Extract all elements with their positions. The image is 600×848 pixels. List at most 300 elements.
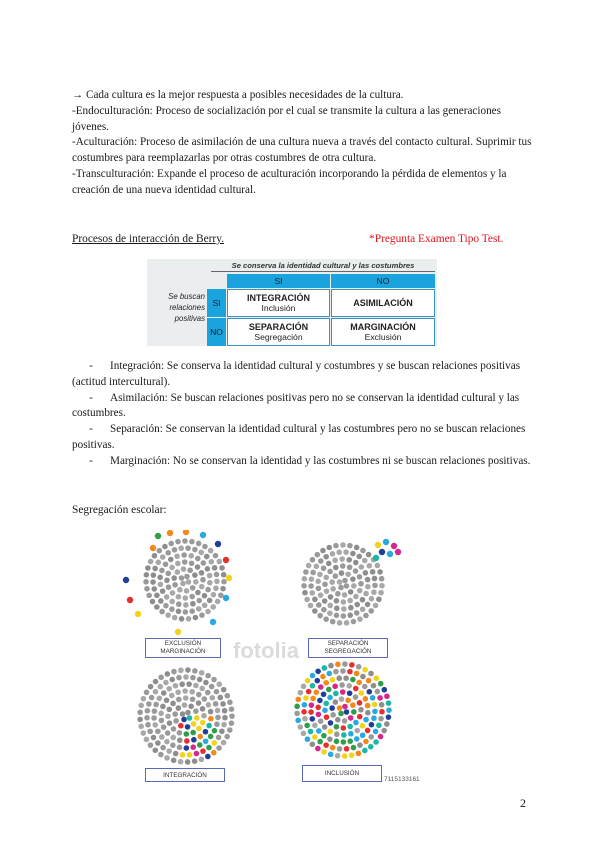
student-dot xyxy=(343,675,349,681)
student-dot xyxy=(322,665,328,671)
student-dot xyxy=(317,613,323,619)
cell-separacion xyxy=(227,318,330,346)
student-dot xyxy=(179,681,185,687)
student-dot xyxy=(151,572,157,578)
school-segregation-figure xyxy=(108,530,438,786)
student-dot xyxy=(320,674,326,680)
student-dot xyxy=(351,745,357,751)
bullet-separacion xyxy=(72,422,534,454)
student-dot xyxy=(183,674,189,680)
student-dot xyxy=(350,551,356,557)
student-dot xyxy=(354,736,360,742)
student-dot xyxy=(197,742,203,748)
student-dot xyxy=(348,731,354,737)
student-dot xyxy=(343,549,349,555)
student-dot xyxy=(184,745,190,751)
caption-separacion-1: SEPARACIÓN xyxy=(327,640,369,647)
student-dot xyxy=(157,684,163,690)
student-dot xyxy=(362,748,368,754)
student-dot xyxy=(196,606,202,612)
student-dot xyxy=(192,668,198,674)
student-dot xyxy=(175,539,181,545)
student-dot xyxy=(318,718,324,724)
stock-id: 7115133161 xyxy=(384,776,420,783)
student-dot xyxy=(138,724,144,730)
student-dot xyxy=(323,742,329,748)
student-dot xyxy=(333,699,339,705)
student-dot xyxy=(229,713,235,719)
col-header-no xyxy=(331,274,435,288)
student-dot xyxy=(208,716,214,722)
student-dot xyxy=(210,604,216,610)
student-dot xyxy=(363,613,369,619)
student-dot xyxy=(145,565,151,571)
student-dot xyxy=(172,582,178,588)
student-dot xyxy=(181,552,187,558)
student-dot xyxy=(176,601,182,607)
student-dot xyxy=(171,726,177,732)
col-header-si xyxy=(227,274,330,288)
student-dot xyxy=(194,715,200,721)
student-dot xyxy=(354,671,360,677)
student-dot xyxy=(322,707,328,713)
student-dot xyxy=(334,613,340,619)
student-dot xyxy=(295,697,301,703)
student-dot xyxy=(381,728,387,734)
student-dot xyxy=(214,689,220,695)
bullet-dash: - xyxy=(89,423,93,436)
student-dot xyxy=(360,723,366,729)
student-dot xyxy=(341,739,347,745)
student-dot xyxy=(337,705,343,711)
student-dot xyxy=(219,728,225,734)
student-dot xyxy=(169,599,175,605)
student-dot xyxy=(381,687,387,693)
student-dot xyxy=(333,573,339,579)
bullet-marginacion xyxy=(72,454,534,470)
student-dot xyxy=(199,612,205,618)
student-dot xyxy=(337,579,343,585)
separated-student-dot xyxy=(395,549,401,555)
student-dot xyxy=(171,758,177,764)
student-dot xyxy=(187,715,193,721)
student-dot xyxy=(157,574,163,580)
student-dot xyxy=(205,566,211,572)
student-dot xyxy=(202,696,208,702)
student-dot xyxy=(342,704,348,710)
student-dot xyxy=(208,709,214,715)
student-dot xyxy=(190,601,196,607)
student-dot xyxy=(229,720,235,726)
student-dot xyxy=(201,713,207,719)
student-dot xyxy=(217,559,223,565)
student-dot xyxy=(342,718,348,724)
student-dot xyxy=(294,704,300,710)
student-dot xyxy=(353,686,359,692)
student-dot xyxy=(342,592,348,598)
student-dot xyxy=(204,554,210,560)
student-dot xyxy=(207,580,213,586)
student-dot xyxy=(305,736,311,742)
marginacion-label: MARGINACIÓN xyxy=(350,322,416,332)
student-dot xyxy=(158,598,164,604)
student-dot xyxy=(373,729,379,735)
student-dot xyxy=(182,688,188,694)
student-dot xyxy=(339,556,345,562)
student-dot xyxy=(166,584,172,590)
excluded-student-dot xyxy=(200,532,206,538)
student-dot xyxy=(340,689,346,695)
student-dot xyxy=(302,576,308,582)
student-dot xyxy=(170,590,176,596)
marginacion-sub: Exclusión xyxy=(364,332,402,342)
student-dot xyxy=(309,716,315,722)
student-dot xyxy=(360,597,366,603)
student-dot xyxy=(334,605,340,611)
student-dot xyxy=(220,701,226,707)
student-dot xyxy=(169,606,175,612)
student-dot xyxy=(301,709,307,715)
student-dot xyxy=(146,593,152,599)
student-dot xyxy=(165,550,171,556)
student-dot xyxy=(348,715,354,721)
excluded-student-dot xyxy=(123,577,129,583)
caption-exclusion-2: MARGINACIÓN xyxy=(160,648,206,655)
student-dot xyxy=(328,720,334,726)
student-dot xyxy=(304,597,310,603)
student-dot xyxy=(215,708,221,714)
student-dot xyxy=(192,758,198,764)
student-dot xyxy=(348,605,354,611)
student-dot xyxy=(360,674,366,680)
student-dot xyxy=(338,711,344,717)
student-dot xyxy=(171,669,177,675)
student-dot xyxy=(327,610,333,616)
student-dot xyxy=(327,729,333,735)
student-dot xyxy=(172,547,178,553)
student-dot xyxy=(347,598,353,604)
student-dot xyxy=(321,733,327,739)
student-dot xyxy=(192,547,198,553)
student-dot xyxy=(202,544,208,550)
student-dot xyxy=(206,745,212,751)
student-dot xyxy=(318,558,324,564)
student-dot xyxy=(368,744,374,750)
student-dot xyxy=(360,732,366,738)
student-dot xyxy=(213,553,219,559)
student-dot xyxy=(145,708,151,714)
student-dot xyxy=(216,745,222,751)
student-dot xyxy=(190,675,196,681)
student-dot xyxy=(379,709,385,715)
student-dot xyxy=(363,696,369,702)
excluded-student-dot xyxy=(226,575,232,581)
caption-exclusion-1: EXCLUSIÓN xyxy=(164,640,202,647)
student-dot xyxy=(148,684,154,690)
student-dot xyxy=(176,697,182,703)
student-dot xyxy=(160,704,166,710)
student-dot xyxy=(191,737,197,743)
student-dot xyxy=(180,752,186,758)
student-dot xyxy=(309,741,315,747)
student-dot xyxy=(189,689,195,695)
bullet-asimilacion xyxy=(72,391,534,423)
aculturacion-definition: -Aculturación: Proceso de asimilación de una cultura nueva a través del contacto cultural. Suprimir tus costumbres para reemplazarlas por otras costumbres de otra cultura. xyxy=(72,136,532,165)
student-dot xyxy=(199,670,205,676)
student-dot xyxy=(342,578,348,584)
student-dot xyxy=(308,603,314,609)
student-dot xyxy=(370,569,376,575)
student-dot xyxy=(339,570,345,576)
student-dot xyxy=(170,735,176,741)
student-dot xyxy=(314,552,320,558)
student-dot xyxy=(211,740,217,746)
separacion-label: SEPARACIÓN xyxy=(248,322,309,332)
student-dot xyxy=(153,679,159,685)
student-dot xyxy=(170,701,176,707)
student-dot xyxy=(184,738,190,744)
student-dot xyxy=(166,748,172,754)
student-dot xyxy=(144,586,150,592)
student-dot xyxy=(349,662,355,668)
student-dot xyxy=(303,569,309,575)
student-dot xyxy=(211,677,217,683)
endoculturacion-definition: -Endoculturación: Proceso de socialización por el cual se transmite la cultura a las generaciones jóvenes. xyxy=(72,104,501,133)
student-dot xyxy=(369,596,375,602)
separated-student-dot xyxy=(375,542,381,548)
student-dot xyxy=(344,583,350,589)
student-dot xyxy=(205,609,211,615)
student-dot xyxy=(159,609,165,615)
student-dot xyxy=(356,680,362,686)
student-dot xyxy=(208,548,214,554)
student-dot xyxy=(211,750,217,756)
student-dot xyxy=(326,545,332,551)
student-dot xyxy=(369,722,375,728)
student-dot xyxy=(363,591,369,597)
student-dot xyxy=(168,541,174,547)
berry-bullet-list xyxy=(72,359,534,470)
student-dot xyxy=(351,709,357,715)
student-dot xyxy=(221,740,227,746)
student-dot xyxy=(144,715,150,721)
student-dot xyxy=(224,693,230,699)
student-dot xyxy=(227,699,233,705)
student-dot xyxy=(357,574,363,580)
student-dot xyxy=(317,739,323,745)
student-dot xyxy=(175,561,181,567)
student-dot xyxy=(175,689,181,695)
student-dot xyxy=(174,553,180,559)
student-dot xyxy=(342,661,348,667)
student-dot xyxy=(345,697,351,703)
row-si-text: SI xyxy=(212,298,221,308)
student-dot xyxy=(341,732,347,738)
student-dot xyxy=(338,585,344,591)
student-dot xyxy=(211,592,217,598)
student-dot xyxy=(222,708,228,714)
student-dot xyxy=(365,584,371,590)
student-dot xyxy=(169,693,175,699)
student-dot xyxy=(372,576,378,582)
student-dot xyxy=(295,718,301,724)
student-dot xyxy=(323,554,329,560)
student-dot xyxy=(316,728,322,734)
student-dot xyxy=(302,716,308,722)
student-dot xyxy=(173,683,179,689)
row-header-no xyxy=(207,318,226,346)
student-dot xyxy=(202,602,208,608)
student-dot xyxy=(199,686,205,692)
student-dot xyxy=(193,615,199,621)
separated-student-dot xyxy=(379,549,385,555)
student-dot xyxy=(346,557,352,563)
student-dot xyxy=(200,577,206,583)
student-dot xyxy=(332,557,338,563)
student-dot xyxy=(162,544,168,550)
student-dot xyxy=(309,576,315,582)
student-dot xyxy=(169,677,175,683)
transculturacion-definition: -Transculturación: Expande el proceso de aculturación incorporando la pérdida de elementos y la creación de una nueva identidad cultural. xyxy=(72,167,507,196)
student-dot xyxy=(156,548,162,554)
student-dot xyxy=(322,598,328,604)
student-dot xyxy=(373,739,379,745)
student-dot xyxy=(372,709,378,715)
student-dot xyxy=(309,702,315,708)
student-dot xyxy=(370,695,376,701)
student-dot xyxy=(172,711,178,717)
student-dot xyxy=(150,599,156,605)
student-dot xyxy=(151,735,157,741)
student-dot xyxy=(153,689,159,695)
student-dot xyxy=(205,673,211,679)
student-dot xyxy=(344,620,350,626)
student-dot xyxy=(337,746,343,752)
student-dot xyxy=(301,583,307,589)
student-dot xyxy=(314,564,320,570)
bullet-integracion xyxy=(72,359,534,391)
student-dot xyxy=(165,571,171,577)
student-dot xyxy=(329,579,335,585)
student-dot xyxy=(159,718,165,724)
student-dot xyxy=(169,565,175,571)
student-dot xyxy=(189,608,195,614)
student-dot xyxy=(196,726,202,732)
student-dot xyxy=(371,683,377,689)
student-dot xyxy=(375,689,381,695)
student-dot xyxy=(199,757,205,763)
student-dot xyxy=(298,690,304,696)
separated-student-dot xyxy=(391,543,397,549)
student-dot xyxy=(328,663,334,669)
student-dot xyxy=(362,558,368,564)
student-dot xyxy=(185,759,191,765)
student-dot xyxy=(302,702,308,708)
student-dot xyxy=(154,604,160,610)
student-dot xyxy=(315,578,321,584)
student-dot xyxy=(366,678,372,684)
student-dot xyxy=(333,691,339,697)
page-number: 2 xyxy=(520,796,526,810)
student-dot xyxy=(182,702,188,708)
student-dot xyxy=(357,742,363,748)
student-dot xyxy=(213,701,219,707)
student-dot xyxy=(360,548,366,554)
student-dot xyxy=(371,715,377,721)
student-dot xyxy=(201,560,207,566)
student-dot xyxy=(154,592,160,598)
student-dot xyxy=(379,576,385,582)
student-dot xyxy=(209,695,215,701)
student-dot xyxy=(164,739,170,745)
student-dot xyxy=(182,538,188,544)
student-dot xyxy=(312,734,318,740)
student-dot xyxy=(165,612,171,618)
student-dot xyxy=(350,576,356,582)
student-dot xyxy=(176,609,182,615)
student-dot xyxy=(335,717,341,723)
student-dot xyxy=(200,748,206,754)
student-dot xyxy=(354,610,360,616)
integracion-sub: Inclusión xyxy=(261,303,296,313)
student-dot xyxy=(347,724,353,730)
student-dot xyxy=(301,684,307,690)
student-dot xyxy=(191,721,197,727)
student-dot xyxy=(220,586,226,592)
student-dot xyxy=(152,747,158,753)
student-dot xyxy=(318,592,324,598)
student-dot xyxy=(158,675,164,681)
student-dot xyxy=(347,690,353,696)
student-dot xyxy=(340,542,346,548)
student-dot xyxy=(216,735,222,741)
student-dot xyxy=(357,588,363,594)
student-dot xyxy=(368,608,374,614)
student-dot xyxy=(321,565,327,571)
student-dot xyxy=(362,684,368,690)
student-dot xyxy=(189,594,195,600)
student-dot xyxy=(324,714,330,720)
student-dot xyxy=(336,675,342,681)
student-dot xyxy=(337,620,343,626)
student-dot xyxy=(189,539,195,545)
student-dot xyxy=(353,560,359,566)
student-dot xyxy=(197,734,203,740)
student-dot xyxy=(365,710,371,716)
student-dot xyxy=(320,548,326,554)
excluded-student-dot xyxy=(175,629,181,635)
student-dot xyxy=(161,724,167,730)
separacion-sub: Segregación xyxy=(254,332,303,342)
student-dot xyxy=(365,703,371,709)
student-dot xyxy=(324,588,330,594)
student-dot xyxy=(159,734,165,740)
intro-line-1: → Cada cultura es la mejor respuesta a posibles necesidades de la cultura. xyxy=(72,89,404,101)
caption-inclusion xyxy=(302,765,382,782)
student-dot xyxy=(208,559,214,565)
separated-student-dot xyxy=(387,551,393,557)
student-dot xyxy=(316,712,322,718)
student-dot xyxy=(219,565,225,571)
caption-integracion xyxy=(145,768,225,782)
intro-text xyxy=(72,88,532,199)
student-dot xyxy=(156,560,162,566)
student-dot xyxy=(341,613,347,619)
student-dot xyxy=(333,543,339,549)
student-dot xyxy=(330,551,336,557)
student-dot xyxy=(172,615,178,621)
student-dot xyxy=(329,705,335,711)
